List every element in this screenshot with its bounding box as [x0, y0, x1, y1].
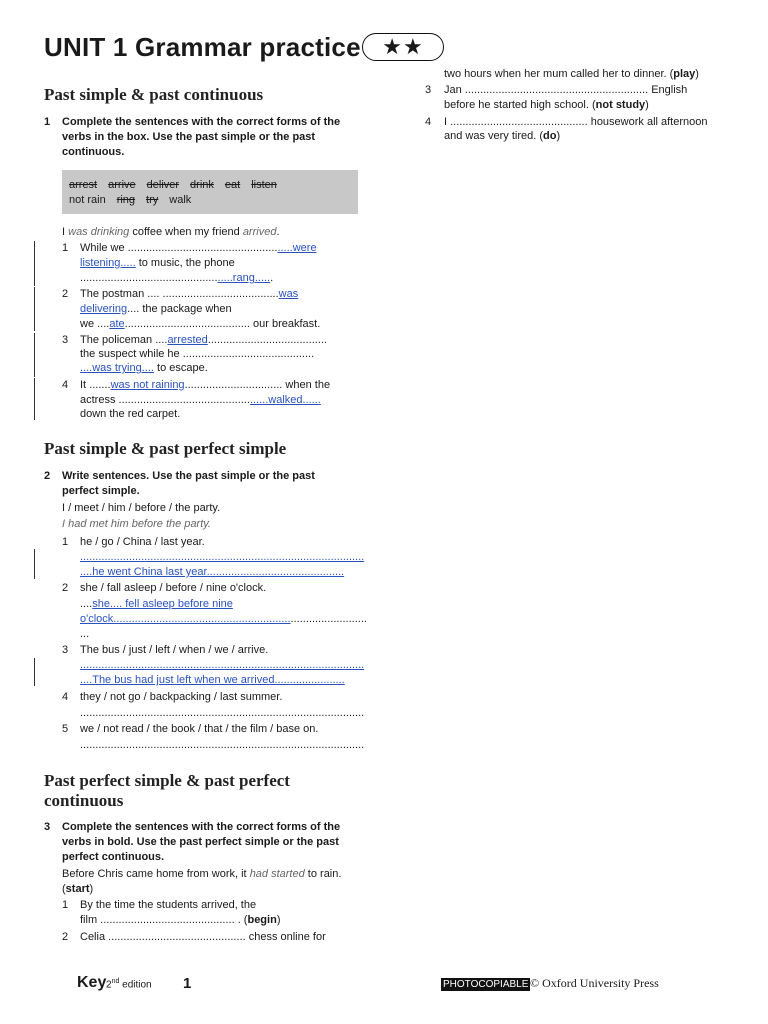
word-box-item: deliver [146, 179, 180, 191]
item-number: 1 [62, 242, 69, 254]
footer-page-number: 1 [183, 975, 192, 992]
example-answer: was drinking [68, 226, 130, 238]
word-box-row1 [69, 178, 288, 193]
item-number: 1 [62, 536, 69, 548]
ex1-item4-line3: down the red carpet. [80, 408, 181, 420]
item-number: 2 [62, 582, 69, 594]
exercise2-example-prompt: I / meet / him / before / the party. [62, 502, 221, 514]
verb-hint: play [673, 68, 696, 80]
ex3-item1-line1: By the time the students arrived, the [80, 899, 257, 911]
verb-hint: not study [595, 99, 646, 111]
margin-bar [34, 287, 35, 331]
word-box-item: drink [190, 179, 214, 191]
answer-text: listening..... [80, 257, 136, 269]
ex1-item3-line3: ....was trying.... to escape. [80, 362, 208, 374]
answer-text: ......walked...... [249, 394, 321, 406]
answer-text: ....was trying.... [80, 362, 154, 374]
footer-edition: 2nd edition [106, 978, 152, 991]
ex3-item4-line1: I ............................................. housework all afternoon [444, 116, 708, 128]
exercise3-example-line1: Before Chris came home from work, it had started to rain. [62, 868, 342, 880]
item-number: 3 [62, 644, 69, 656]
footer-key-label: Key [77, 974, 107, 991]
word-box-item: arrest [69, 179, 98, 191]
difficulty-stars-badge: ★★ [362, 33, 444, 61]
ex2-item3-prompt: The bus / just / left / when / we / arrive. [80, 644, 269, 656]
answer-text: ate [109, 318, 125, 330]
word-box-item: try [146, 194, 159, 206]
item-number: 4 [62, 691, 69, 703]
ex1-item3-line1: The policeman ....arrested....................................... [80, 334, 327, 346]
answer-text: .....rang..... [217, 272, 271, 284]
item-number: 4 [62, 379, 69, 391]
margin-bar [34, 333, 35, 377]
exercise3-example-line2: (start) [62, 883, 94, 895]
answer-text: o'clock.......................................................... [80, 613, 291, 625]
photocopiable-label: PHOTOCOPIABLE [443, 979, 529, 990]
exercise2-instruction-line1: Write sentences. Use the past simple or the past [62, 470, 315, 482]
answer-text: arrested [167, 334, 208, 346]
margin-bar [34, 241, 35, 286]
ex2-item5-prompt: we / not read / the book / that / the film / base on. [80, 723, 319, 735]
exercise1-instruction-line3: continuous. [62, 146, 125, 158]
section3-heading-line1: Past perfect simple & past perfect [44, 771, 290, 790]
word-box-item: eat [224, 179, 241, 191]
answer-text: delivering [80, 303, 128, 315]
word-box-item: arrive [108, 179, 136, 191]
ex3-item2-line1: Celia ............................................. chess online for [80, 931, 326, 943]
ex1-item3-line2: the suspect while he ........................................... [80, 348, 315, 360]
section3-heading-line2: continuous [44, 791, 124, 810]
answer-text: she.... fell asleep before nine [92, 598, 233, 610]
ex3-item1-line2: film ............................................ . (begin) [80, 914, 281, 926]
item-number: 1 [62, 899, 69, 911]
exercise1-instruction-line1: Complete the sentences with the correct forms of the [62, 116, 341, 128]
word-box-item: ring [116, 194, 136, 206]
ex2-item2-line4: ... [80, 628, 90, 640]
example-answer: arrived [242, 226, 277, 238]
exercise3-instruction-line1: Complete the sentences with the correct forms of the [62, 821, 341, 833]
ex1-item4-line1: It .......was not raining................................ when the [80, 379, 331, 391]
exercise2-instruction-line2: perfect simple. [62, 485, 140, 497]
exercise1-instruction-line2: verbs in the box. Use the past simple or the past [62, 131, 316, 143]
ex2-item1-prompt: he / go / China / last year. [80, 536, 205, 548]
answer-text: was [278, 288, 299, 300]
answer-text: .....were [277, 242, 317, 254]
ex2-item4-dots: ............................................................................................. [80, 707, 365, 719]
word-box [62, 170, 358, 214]
ex1-item1-line3: ..................................................rang...... [80, 272, 274, 284]
example-answer: had started [249, 868, 305, 880]
publisher-credit: © Oxford University Press [530, 976, 659, 990]
word-box-item: listen [251, 179, 277, 191]
ex2-item1-answer: ....he went China last year............................................. [80, 566, 345, 578]
exercise3-number: 3 [44, 821, 51, 833]
item-number: 2 [62, 931, 69, 943]
verb-hint: do [543, 130, 557, 142]
ex2-item2-prompt: she / fall asleep / before / nine o'clock. [80, 582, 267, 594]
ex3-item3-line1: Jan ............................................................ English [444, 84, 688, 96]
ex2-item2-line3: o'clock................................................................................... [80, 613, 367, 625]
ex3-item3-line2: before he started high school. (not study) [444, 99, 649, 111]
margin-bar [34, 378, 35, 420]
ex1-item2-line1: The postman .... ......................................was [80, 288, 299, 300]
exercise3-instruction-line3: perfect continuous. [62, 851, 165, 863]
page-title: UNIT 1 Grammar practice [44, 32, 361, 62]
item-number: 4 [425, 116, 432, 128]
ex1-item2-line2: delivering.... the package when [80, 303, 232, 315]
exercise1-example: I was drinking coffee when my friend arrived. [62, 226, 280, 238]
word-box-item: not rain [69, 194, 106, 206]
ex2-item2-line2: ....she.... fell asleep before nine [80, 598, 233, 610]
exercise2-example-answer: I had met him before the party. [62, 518, 211, 530]
ex1-item2-line3: we ....ate......................................... our breakfast. [80, 318, 321, 330]
ex1-item1-line1: While we ......................................................were [80, 242, 317, 254]
answer-text: was not raining [110, 379, 185, 391]
margin-bar [34, 549, 35, 579]
ex1-item4-line2: actress .................................................walked...... [80, 394, 321, 406]
section1-heading: Past simple & past continuous [44, 85, 264, 104]
ex2-item5-dots: ............................................................................................. [80, 739, 365, 751]
exercise1-number: 1 [44, 116, 51, 128]
exercise2-number: 2 [44, 470, 51, 482]
item-number: 3 [62, 334, 69, 346]
word-box-item: walk [169, 194, 192, 206]
right-continuation: two hours when her mum called her to dinner. (play) [444, 68, 699, 80]
item-number: 2 [62, 288, 69, 300]
section2-heading: Past simple & past perfect simple [44, 439, 287, 458]
verb-hint: start [65, 883, 90, 895]
verb-hint: begin [247, 914, 277, 926]
ex3-item4-line2: and was very tired. (do) [444, 130, 561, 142]
word-box-row2 [69, 193, 202, 208]
item-number: 5 [62, 723, 69, 735]
ex2-item1-dots: ............................................................................................. [80, 551, 365, 563]
ex1-item1-line2: listening..... to music, the phone [80, 257, 235, 269]
item-number: 3 [425, 84, 432, 96]
margin-bar [34, 658, 35, 686]
ex2-item3-dots: ............................................................................................. [80, 659, 365, 671]
ex2-item3-answer: ....The bus had just left when we arrived....................... [80, 674, 345, 686]
exercise3-instruction-line2: verbs in bold. Use the past perfect simple or the past [62, 836, 339, 848]
ex2-item4-prompt: they / not go / backpacking / last summer. [80, 691, 283, 703]
